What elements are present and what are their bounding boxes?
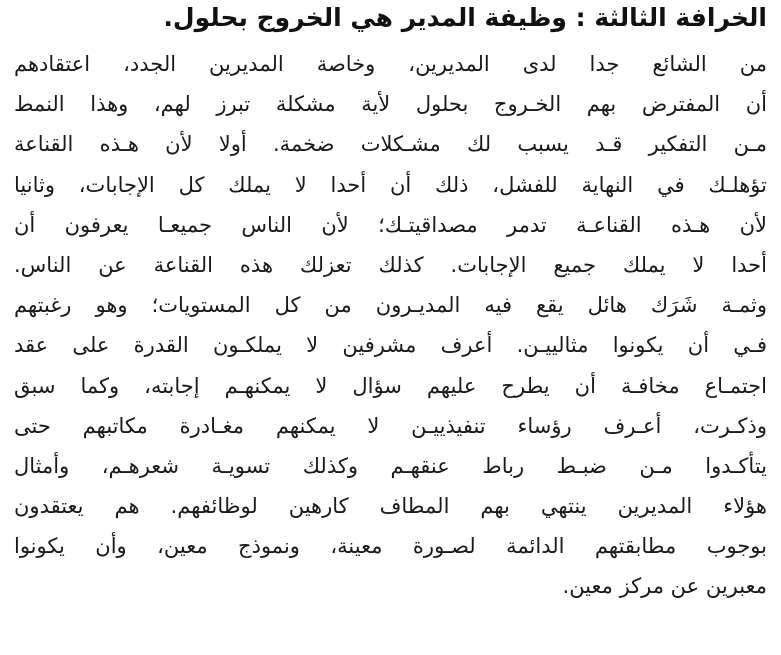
- text-line: تؤهلـك في النهاية للفشل، ذلك أن أحدا لا يملك كل الإجابات، وثانيا: [14, 172, 767, 197]
- text-line: أحدا لا يملك جميع الإجابات. كذلك تعزلك هذه القناعة عن الناس.: [14, 252, 767, 277]
- text-line: مـن التفكير قـد يسبب لك مشـكلات ضخمة. أولا لأن هـذه القناعة: [14, 132, 767, 157]
- section-heading: الخرافة الثالثة : وظيفة المدير هي الخروج بحلول.: [163, 3, 767, 32]
- text-line: من الشائع جدا لدى المديرين، وخاصة المديرين الجدد، اعتقادهم: [14, 52, 767, 76]
- text-line: وثمـة شَرَك هائل يقع فيه المديـرون من كل المستويات؛ وهو رغبتهم: [14, 293, 767, 318]
- text-line: اجتمـاع مخافـة أن يطرح عليهم سؤال لا يمكنهـم إجابته، وكما سبق: [14, 373, 767, 398]
- body-paragraph: [14, 44, 767, 607]
- text-line: معبرين عن مركز معين.: [562, 574, 767, 599]
- text-line: فـي أن يكونوا مثالييـن. أعرف مشرفين لا يملكـون القدرة على عقد: [14, 333, 767, 358]
- text-line: بوجوب مطابقتهم الدائمة لصـورة معينة، ونموذج معين، وأن يكونوا: [14, 534, 767, 559]
- text-line: يتأكـدوا مـن ضبـط رباط عنقهـم وكذلك تسويـة شعرهـم، وأمثال: [14, 453, 767, 478]
- text-line: لأن هـذه القناعـة تدمر مصداقيتـك؛ لأن الناس جميعـا يعرفون أن: [14, 212, 767, 237]
- text-line: وذكـرت، أعـرف رؤساء تنفيذييـن لا يمكنهم مغـادرة مكاتبهم حتى: [14, 413, 767, 438]
- text-line: أن المفترض بهم الخـروج بحلول لأية مشكلة تبرز لهم، وهذا النمط: [14, 92, 767, 117]
- text-line: هؤلاء المديرين ينتهي بهم المطاف كارهين لوظائفهم. هم يعتقدون: [14, 494, 767, 519]
